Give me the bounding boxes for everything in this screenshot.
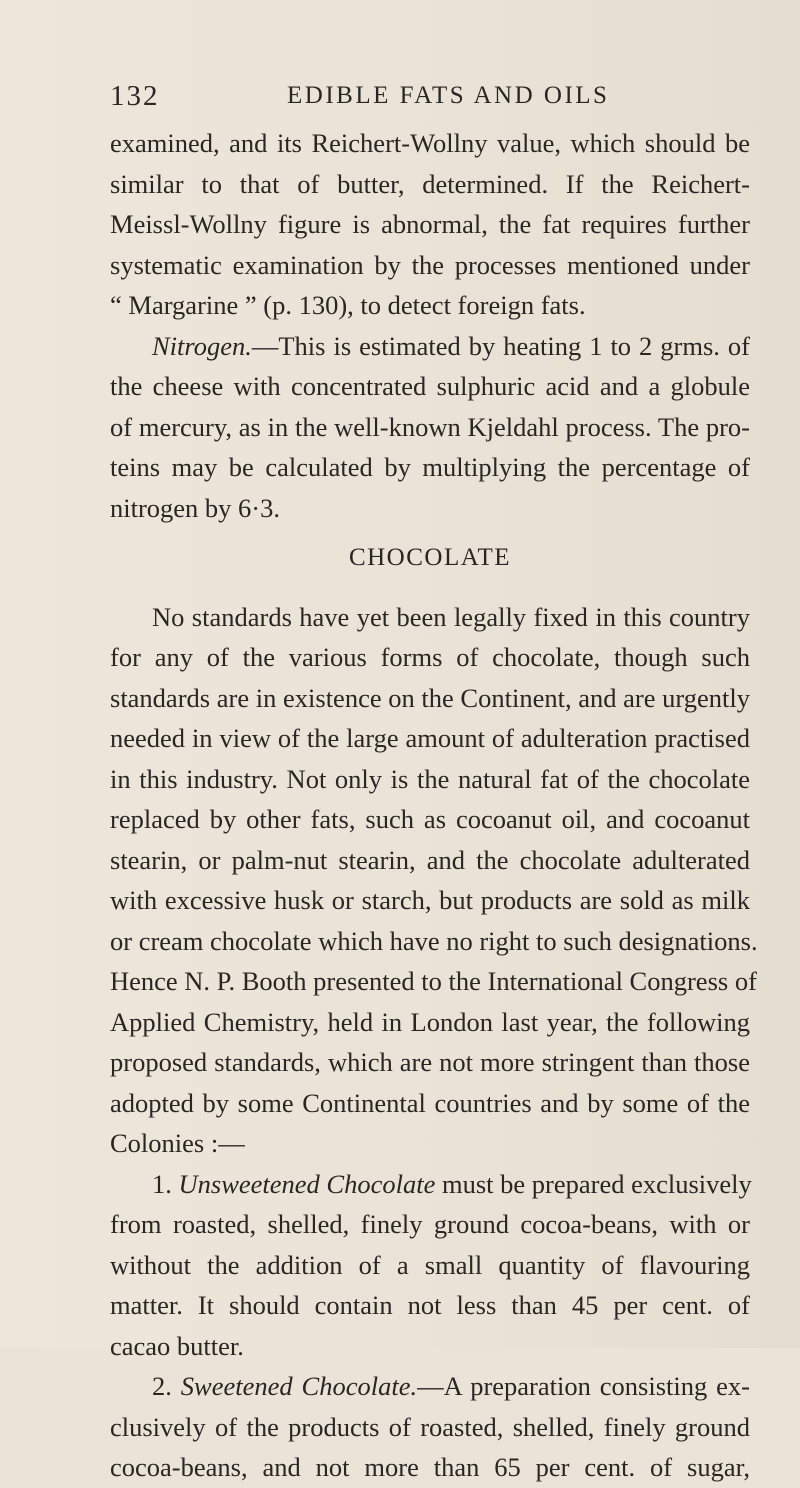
text-line: proposed standards, which are not more stringent than those xyxy=(110,1047,750,1077)
list-item-sweetened xyxy=(110,1366,750,1488)
text-line: “ Margarine ” (p. 130), to detect foreign fats. xyxy=(110,290,586,320)
text-line: clusively of the products of roasted, shelled, finely ground xyxy=(110,1411,750,1442)
text-line: needed in view of the large amount of adulteration practised xyxy=(110,723,750,753)
text-line: Hence N. P. Booth presented to the International Congress of xyxy=(110,966,757,996)
text-line: systematic examination by the processes mentioned under xyxy=(110,249,750,280)
text-line: from roasted, shelled, finely ground cocoa-beans, with or xyxy=(110,1209,750,1239)
text-line: adopted by some Continental countries and by some of the xyxy=(110,1087,750,1118)
body-text xyxy=(110,123,758,1488)
running-head: EDIBLE FATS AND OILS xyxy=(287,82,610,109)
text-fragment: —This is estimated by heating 1 to 2 grms. of xyxy=(251,330,750,361)
page-number: 132 xyxy=(110,80,160,112)
text-line xyxy=(110,1366,750,1407)
text-line: cocoa-beans, and not more than 65 per cent. of sugar, xyxy=(110,1452,750,1482)
text-line: for any of the various forms of chocolate, though such xyxy=(110,642,750,672)
item-title: Sweetened Chocolate. xyxy=(180,1371,418,1401)
run-in-heading: Nitrogen. xyxy=(152,330,252,361)
text-line: cacao butter. xyxy=(110,1330,244,1361)
text-line: teins may be calculated by multiplying the percentage of xyxy=(110,452,750,482)
text-line: the cheese with concentrated sulphuric acid and a globule xyxy=(110,371,750,401)
text-line: or cream chocolate which have no right to such designations. xyxy=(110,925,758,956)
text-line: Applied Chemistry, held in London last year, the following xyxy=(110,1006,750,1037)
text-line: in this industry. Not only is the natural fat of the chocolate xyxy=(110,763,750,794)
text-fragment: must be prepared exclusively xyxy=(441,1168,752,1199)
text-line: examined, and its Reichert-Wollny value, which should be xyxy=(110,128,750,158)
text-line: matter. It should contain not less than 45 per cent. of xyxy=(110,1290,750,1320)
text-line: Meissl-Wollny figure is abnormal, the fat requires further xyxy=(110,209,750,239)
paragraph-margarine xyxy=(110,123,750,326)
paragraph-chocolate-standards xyxy=(110,597,758,1164)
text-line: standards are in existence on the Continent, and are urgently xyxy=(110,682,750,713)
section-heading: CHOCOLATE xyxy=(348,544,512,571)
text-line: with excessive husk or starch, but products are sold as milk xyxy=(110,885,750,915)
text-line: nitrogen by 6·3. xyxy=(110,492,281,523)
paragraph-nitrogen xyxy=(110,326,750,529)
list-item-unsweetened xyxy=(110,1164,750,1367)
text-line: Colonies :— xyxy=(110,1128,245,1158)
text-line xyxy=(110,1164,750,1205)
item-number: 1. xyxy=(152,1168,172,1199)
text-line: stearin, or palm-nut stearin, and the chocolate adulterated xyxy=(110,844,750,875)
text-line xyxy=(110,326,750,367)
text-line: replaced by other fats, such as cocoanut oil, and cocoanut xyxy=(110,804,750,834)
page-header xyxy=(110,80,730,120)
text-line: of mercury, as in the well-known Kjeldahl process. The pro- xyxy=(110,411,750,442)
item-number: 2. xyxy=(152,1371,172,1401)
text-line: similar to that of butter, determined. If the Reichert- xyxy=(110,168,750,199)
item-title: Unsweetened Chocolate xyxy=(178,1168,436,1199)
text-line: No standards have yet been legally fixed in this country xyxy=(152,601,750,632)
text-line: without the addition of a small quantity of flavouring xyxy=(110,1249,750,1280)
text-fragment: —A preparation consisting ex- xyxy=(417,1371,751,1401)
